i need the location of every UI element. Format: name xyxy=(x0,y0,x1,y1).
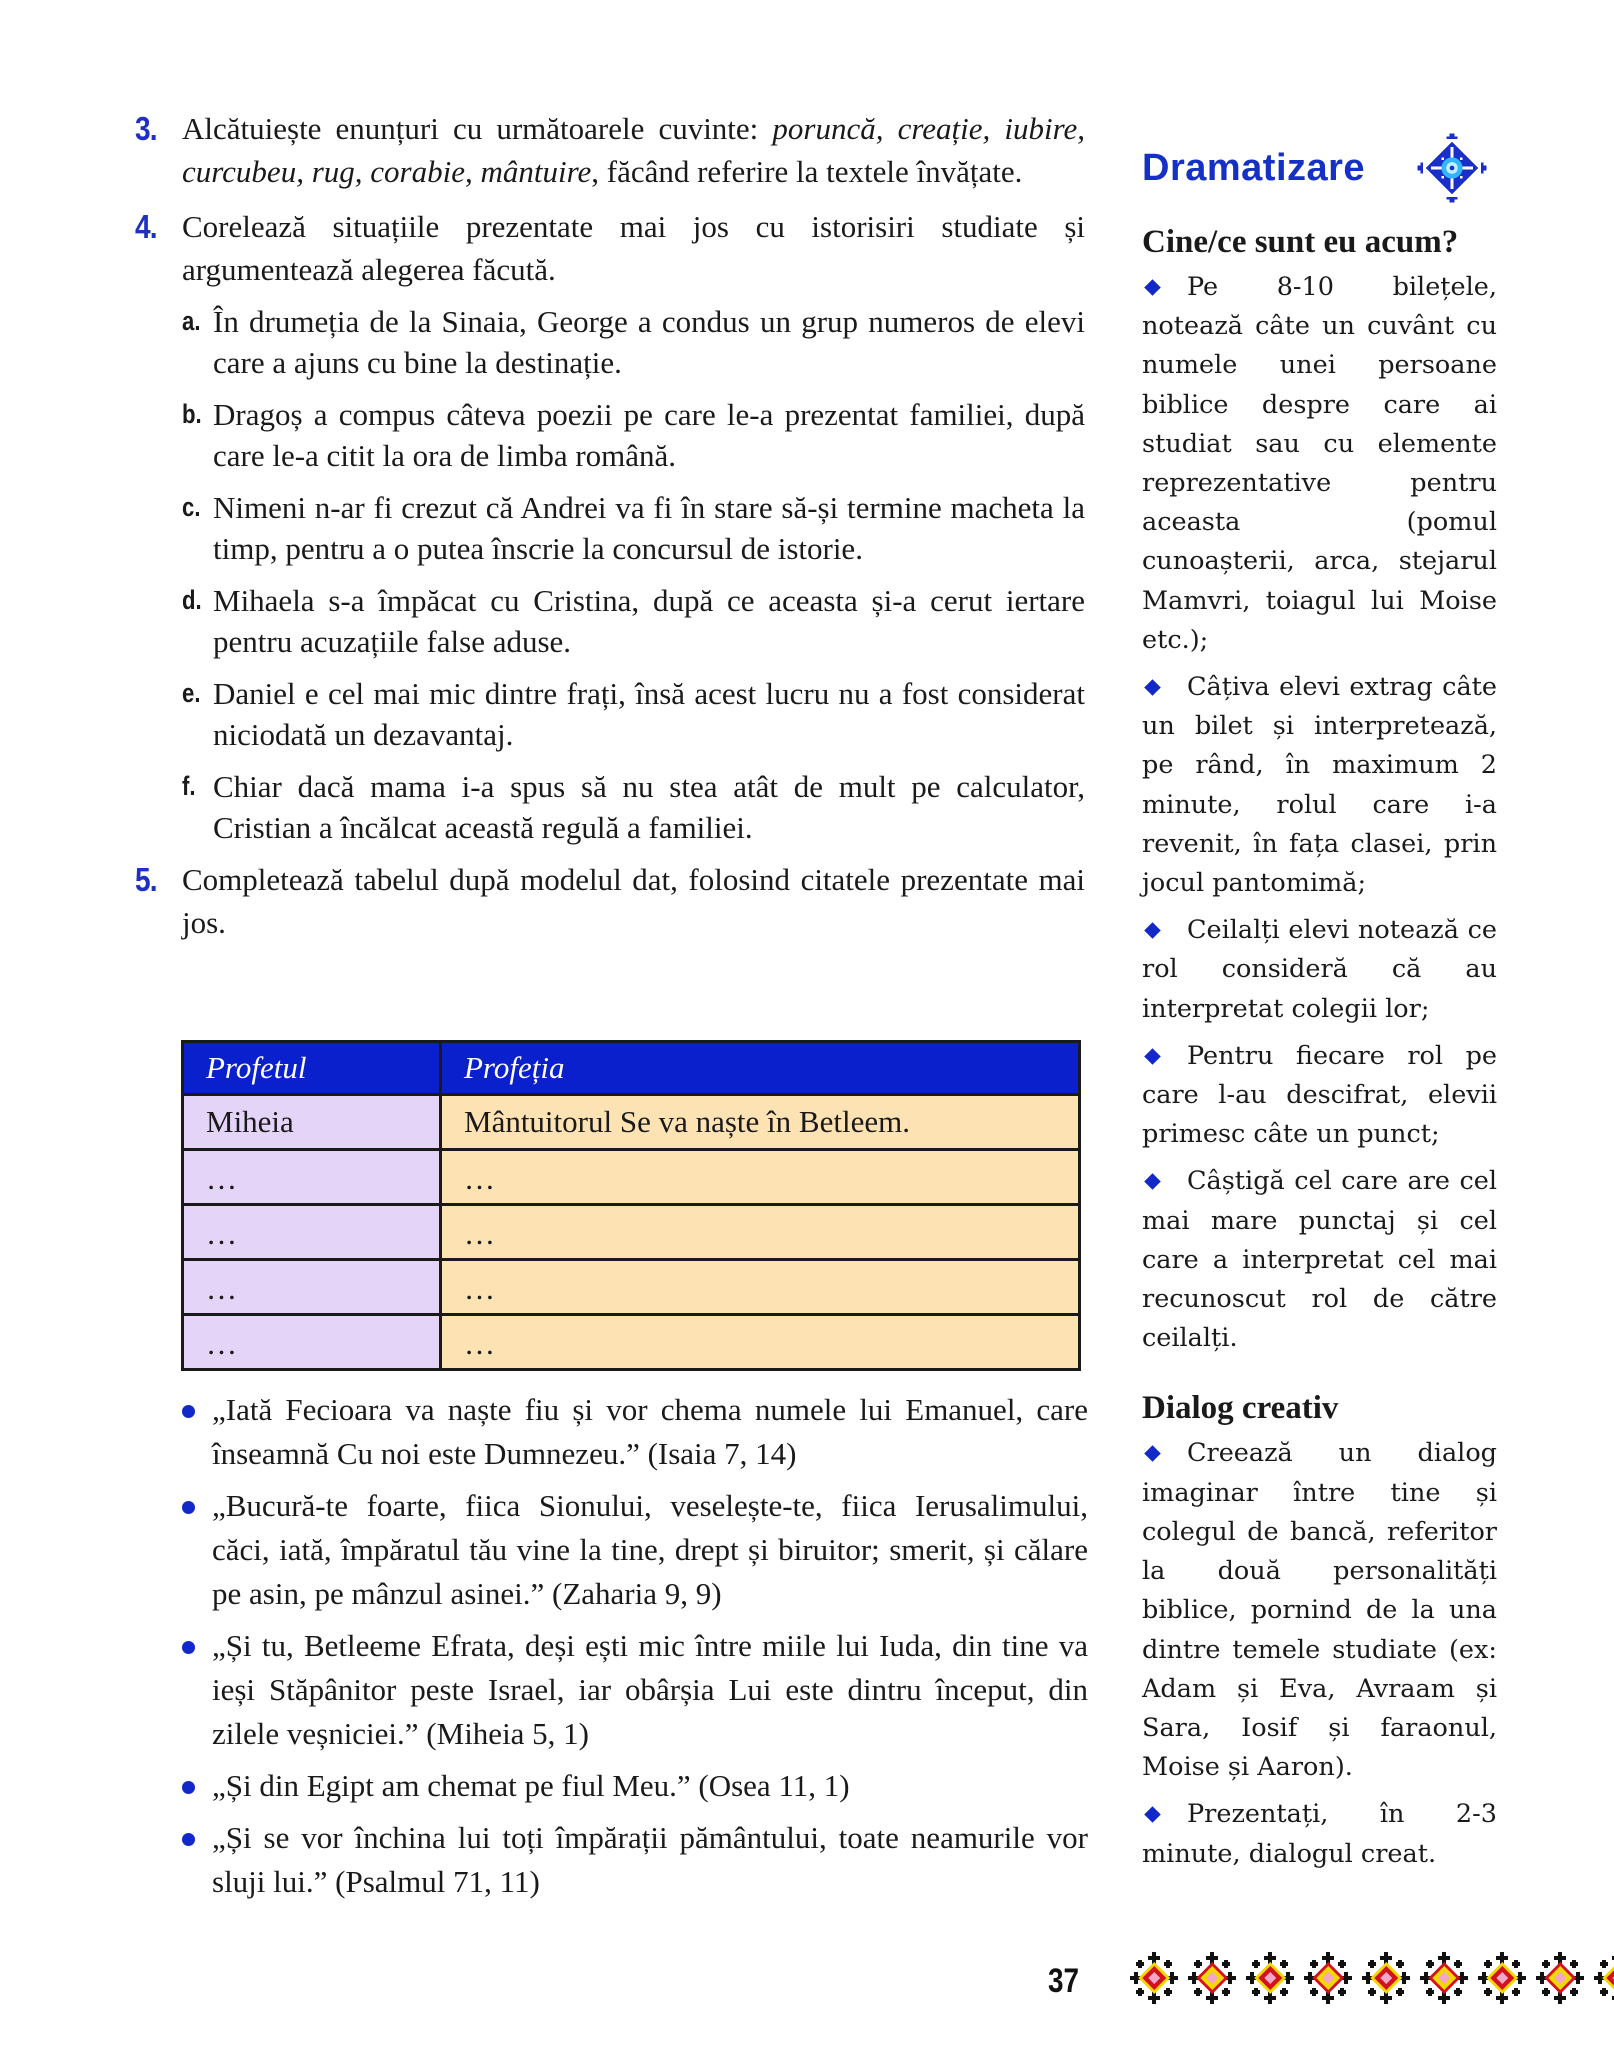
exercise-number: 3. xyxy=(135,110,157,147)
prophecy-cell[interactable]: … xyxy=(441,1315,1080,1370)
quote-item xyxy=(180,1624,1088,1756)
quote-text: „Și din Egipt am chemat pe fiul Meu.” (Osea 11, 1) xyxy=(212,1768,850,1803)
bullet-icon xyxy=(182,1501,195,1514)
sidebar-header xyxy=(1142,128,1497,208)
exercises-column xyxy=(135,108,1085,957)
diamond-bullet-icon xyxy=(1144,679,1161,696)
embroidery-motif-icon xyxy=(1188,1952,1236,2004)
embroidery-motif-icon xyxy=(1246,1952,1294,2004)
situation-item xyxy=(182,301,1085,383)
embroidery-motif-icon xyxy=(1362,1952,1410,2004)
snowflake-embroidery-icon xyxy=(1415,131,1489,205)
prophet-cell[interactable]: … xyxy=(183,1260,441,1315)
diamond-bullet-icon xyxy=(1144,1048,1161,1065)
activity-step: Câștigă cel care are cel mai mare punctaj și cel care a interpretat cel mai recunoscut rol de către ceilalți. xyxy=(1142,1166,1497,1354)
prophet-cell[interactable]: … xyxy=(183,1150,441,1205)
item-letter: e. xyxy=(182,678,201,708)
embroidery-motif-icon xyxy=(1130,1952,1178,2004)
activity-step: Creează un dialog imaginar între tine și colegul de bancă, referitor la două personalități biblice, pornind de la una dintre temele studiate (ex: Adam și Eva, Avraam și Sara, Iosif și faraonul, Moise și Aaron). xyxy=(1142,1438,1497,1783)
activity-step: Pentru fiecare rol pe care l-au descifrat, elevii primesc câte un punct; xyxy=(1142,1040,1497,1150)
diamond-bullet-icon xyxy=(1144,1446,1161,1463)
exercise-number: 4. xyxy=(135,208,157,245)
keyword-list: poruncă, creație, iubire, curcubeu, rug, corabie, mântuire xyxy=(182,111,1086,189)
situation-item xyxy=(182,673,1085,755)
prophet-cell[interactable]: … xyxy=(183,1205,441,1260)
situation-list xyxy=(182,301,1085,848)
quote-item xyxy=(180,1484,1088,1616)
column-header-prophecy: Profeția xyxy=(441,1042,1080,1095)
exercise-text: Corelează situațiile prezentate mai jos cu istorisiri studiate și argumentează alegerea făcută. xyxy=(182,209,1085,287)
bullet-icon xyxy=(182,1641,195,1654)
activity-step: Pe 8-10 bilețele, notează câte un cuvânt cu numele unei persoane biblice despre care ai studiat sau cu elemente reprezentative pentru aceasta (pomul cunoașterii, arca, stejarul Mamvri, toiagul lui Moise etc.); xyxy=(1142,272,1497,655)
item-letter: d. xyxy=(182,585,202,615)
quote-item xyxy=(180,1388,1088,1476)
prophecy-cell[interactable]: … xyxy=(441,1260,1080,1315)
quote-text: „Iată Fecioara va naște fiu și vor chema numele lui Emanuel, care înseamnă Cu noi este Dumnezeu.” (Isaia 7, 14) xyxy=(212,1392,1088,1471)
table-row xyxy=(183,1095,1080,1150)
item-letter: b. xyxy=(182,399,202,429)
table-header-row xyxy=(183,1042,1080,1095)
prophecy-table xyxy=(181,1040,1081,1371)
exercise-number: 5. xyxy=(135,861,157,898)
item-text: Dragoș a compus câteva poezii pe care le-a prezentat familiei, după care le-a citit la ora de limba română. xyxy=(213,397,1085,473)
quote-text: „Bucură-te foarte, fiica Sionului, veselește-te, fiica Ierusalimului, căci, iată, împăratul tău vine la tine, drept și biruitor; smerit, și călare pe asin, pe mânzul asinei.” (Zaharia 9, 9) xyxy=(212,1488,1088,1611)
exercise-5 xyxy=(135,859,1085,944)
item-letter: f. xyxy=(182,771,196,801)
diamond-bullet-icon xyxy=(1144,1807,1161,1824)
item-text: Nimeni n-ar fi crezut că Andrei va fi în stare să-și termine macheta la timp, pentru a o putea înscrie la concursul de istorie. xyxy=(213,490,1085,566)
item-text: Daniel e cel mai mic dintre frați, însă acest lucru nu a fost considerat niciodată un dezavantaj. xyxy=(213,676,1085,752)
prophecy-cell: Mântuitorul Se va naște în Betleem. xyxy=(441,1095,1080,1150)
dramatizare-sidebar xyxy=(1142,128,1497,1882)
exercise-text: Completează tabelul după modelul dat, folosind citatele prezentate mai jos. xyxy=(182,862,1085,940)
diamond-bullet-icon xyxy=(1144,279,1161,296)
prophet-cell: Miheia xyxy=(183,1095,441,1150)
page-number: 37 xyxy=(1048,1962,1080,2000)
situation-item xyxy=(182,487,1085,569)
item-text: Chiar dacă mama i-a spus să nu stea atât de mult pe calculator, Cristian a încălcat această regulă a familiei. xyxy=(213,769,1085,845)
embroidery-motif-icon xyxy=(1536,1952,1584,2004)
quote-list xyxy=(180,1388,1088,1912)
situation-item xyxy=(182,766,1085,848)
activity-step: Ceilalți elevi notează ce rol consideră că au interpretat colegii lor; xyxy=(1142,915,1497,1024)
section-title-who-am-i: Cine/ce sunt eu acum? xyxy=(1142,224,1459,260)
item-text: Mihaela s-a împăcat cu Cristina, după ce aceasta și-a cerut iertare pentru acuzațiile false aduse. xyxy=(213,583,1085,659)
bullet-icon xyxy=(182,1405,195,1418)
diamond-bullet-icon xyxy=(1144,922,1161,939)
quote-item xyxy=(180,1816,1088,1904)
exercise-3 xyxy=(135,108,1085,193)
item-letter: a. xyxy=(182,306,201,336)
section-title-creative-dialog: Dialog creativ xyxy=(1142,1390,1339,1427)
activity-step: Prezentați, în 2-3 minute, dialogul creat. xyxy=(1142,1799,1497,1869)
activity-step: Câțiva elevi extrag câte un bilet și interpretează, pe rând, în maximum 2 minute, rolul care i-a revenit, în fața clasei, prin jocul pantomimă; xyxy=(1142,672,1497,899)
quote-text: „Și tu, Betleeme Efrata, deși ești mic între miile lui Iuda, din tine va ieși Stăpânitor peste Israel, iar obârșia Lui este dintru început, din zilele veșniciei.” (Miheia 5, 1) xyxy=(212,1628,1088,1751)
item-text: În drumeția de la Sinaia, George a condus un grup numeros de elevi care a ajuns cu bine la destinație. xyxy=(213,304,1085,380)
quote-text: „Și se vor închina lui toți împărații pământului, toate neamurile vor sluji lui.” (Psalmul 71, 11) xyxy=(212,1820,1088,1899)
situation-item xyxy=(182,580,1085,662)
sidebar-title: Dramatizare xyxy=(1142,146,1366,189)
item-letter: c. xyxy=(182,492,201,522)
bullet-icon xyxy=(182,1781,195,1794)
embroidery-motif-icon xyxy=(1304,1952,1352,2004)
embroidery-motif-icon xyxy=(1478,1952,1526,2004)
table-row xyxy=(183,1205,1080,1260)
prophecy-cell[interactable]: … xyxy=(441,1205,1080,1260)
embroidery-motif-icon xyxy=(1594,1952,1614,2004)
embroidery-border xyxy=(1130,1952,1614,2012)
prophecy-cell[interactable]: … xyxy=(441,1150,1080,1205)
prophet-cell[interactable]: … xyxy=(183,1315,441,1370)
situation-item xyxy=(182,394,1085,476)
exercise-text: Alcătuiește enunțuri cu următoarele cuvinte: poruncă, creație, iubire, curcubeu, rug, corabie, mântuire, făcând referire la textele învățate. xyxy=(182,111,1086,189)
bullet-icon xyxy=(182,1833,195,1846)
table-row xyxy=(183,1150,1080,1205)
diamond-bullet-icon xyxy=(1144,1174,1161,1191)
quote-item xyxy=(180,1764,1088,1808)
table-row xyxy=(183,1260,1080,1315)
column-header-prophet: Profetul xyxy=(183,1042,441,1095)
table-row xyxy=(183,1315,1080,1370)
exercise-4 xyxy=(135,206,1085,848)
embroidery-motif-icon xyxy=(1420,1952,1468,2004)
